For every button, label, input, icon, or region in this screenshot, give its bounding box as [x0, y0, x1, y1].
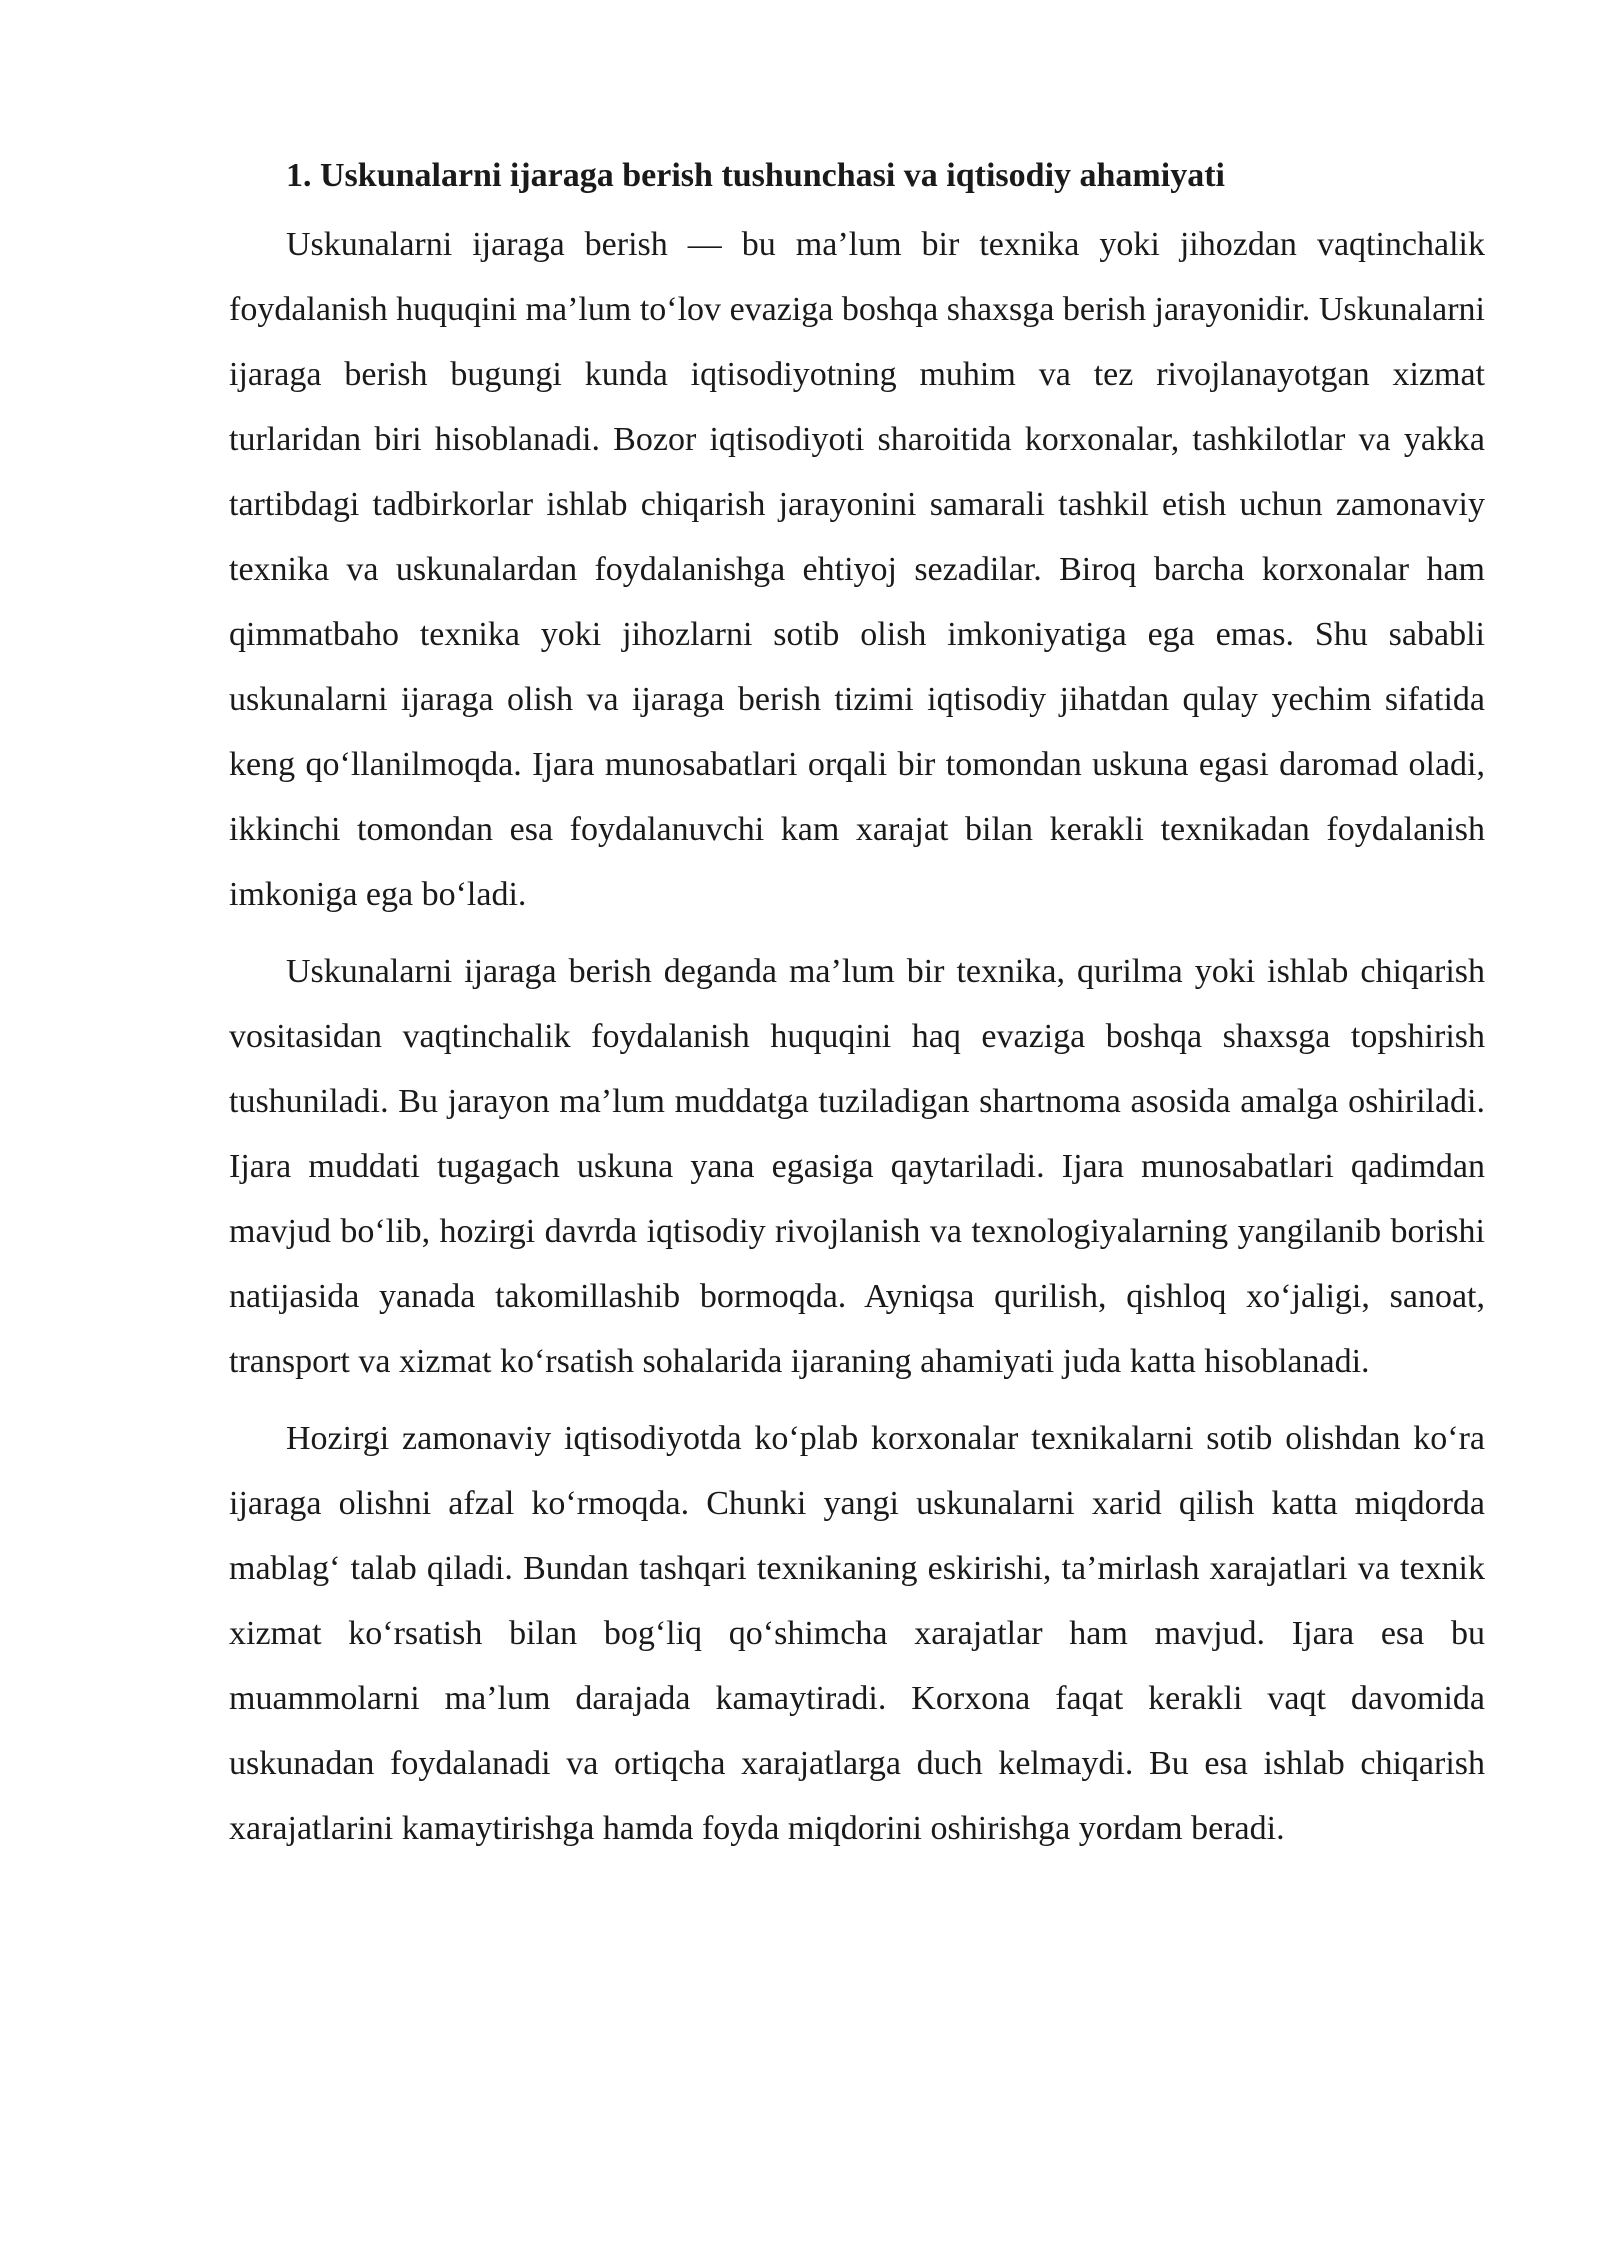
section-heading: 1. Uskunalarni ijaraga berish tushunchasi va iqtisodiy ahamiyati	[286, 157, 1225, 194]
document-page	[229, 140, 1485, 1873]
paragraph-2: Uskunalarni ijaraga berish deganda ma’lum bir texnika, qurilma yoki ishlab chiqarish vositasidan vaqtinchalik foydalanish huquqini haq evaziga boshqa shaxsga topshirish tushuniladi. Bu jarayon ma’lum muddatga tuziladigan shartnoma asosida amalga oshiriladi. Ijara muddati tugagach uskuna yana egasiga qaytariladi. Ijara munosabatlari qadimdan mavjud bo‘lib, hozirgi davrda iqtisodiy rivojlanish va texnologiyalarning yangilanib borishi natijasida yanada takomillashib bormoqda. Ayniqsa qurilish, qishloq xo‘jaligi, sanoat, transport va xizmat ko‘rsatish sohalarida ijaraning ahamiyati juda katta hisoblanadi.	[229, 953, 1485, 1380]
paragraph-3: Hozirgi zamonaviy iqtisodiyotda ko‘plab korxonalar texnikalarni sotib olishdan ko‘ra ijaraga olishni afzal ko‘rmoqda. Chunki yangi uskunalarni xarid qilish katta miqdorda mablag‘ talab qiladi. Bundan tashqari texnikaning eskirishi, ta’mirlash xarajatlari va texnik xizmat ko‘rsatish bilan bog‘liq qo‘shimcha xarajatlar ham mavjud. Ijara esa bu muammolarni ma’lum darajada kamaytiradi. Korxona faqat kerakli vaqt davomida uskunadan foydalanadi va ortiqcha xarajatlarga duch kelmaydi. Bu esa ishlab chiqarish xarajatlarini kamaytirishga hamda foyda miqdorini oshirishga yordam beradi.	[229, 1420, 1485, 1847]
paragraph-1: Uskunalarni ijaraga berish — bu ma’lum bir texnika yoki jihozdan vaqtinchalik foydalanish huquqini ma’lum to‘lov evaziga boshqa shaxsga berish jarayonidir. Uskunalarni ijaraga berish bugungi kunda iqtisodiyotning muhim va tez rivojlanayotgan xizmat turlaridan biri hisoblanadi. Bozor iqtisodiyoti sharoitida korxonalar, tashkilotlar va yakka tartibdagi tadbirkorlar ishlab chiqarish jarayonini samarali tashkil etish uchun zamonaviy texnika va uskunalardan foydalanishga ehtiyoj sezadilar. Biroq barcha korxonalar ham qimmatbaho texnika yoki jihozlarni sotib olish imkoniyatiga ega emas. Shu sababli uskunalarni ijaraga olish va ijaraga berish tizimi iqtisodiy jihatdan qulay yechim sifatida keng qo‘llanilmoqda. Ijara munosabatlari orqali bir tomondan uskuna egasi daromad oladi, ikkinchi tomondan esa foydalanuvchi kam xarajat bilan kerakli texnikadan foydalanish imkoniga ega bo‘ladi.	[229, 226, 1485, 913]
